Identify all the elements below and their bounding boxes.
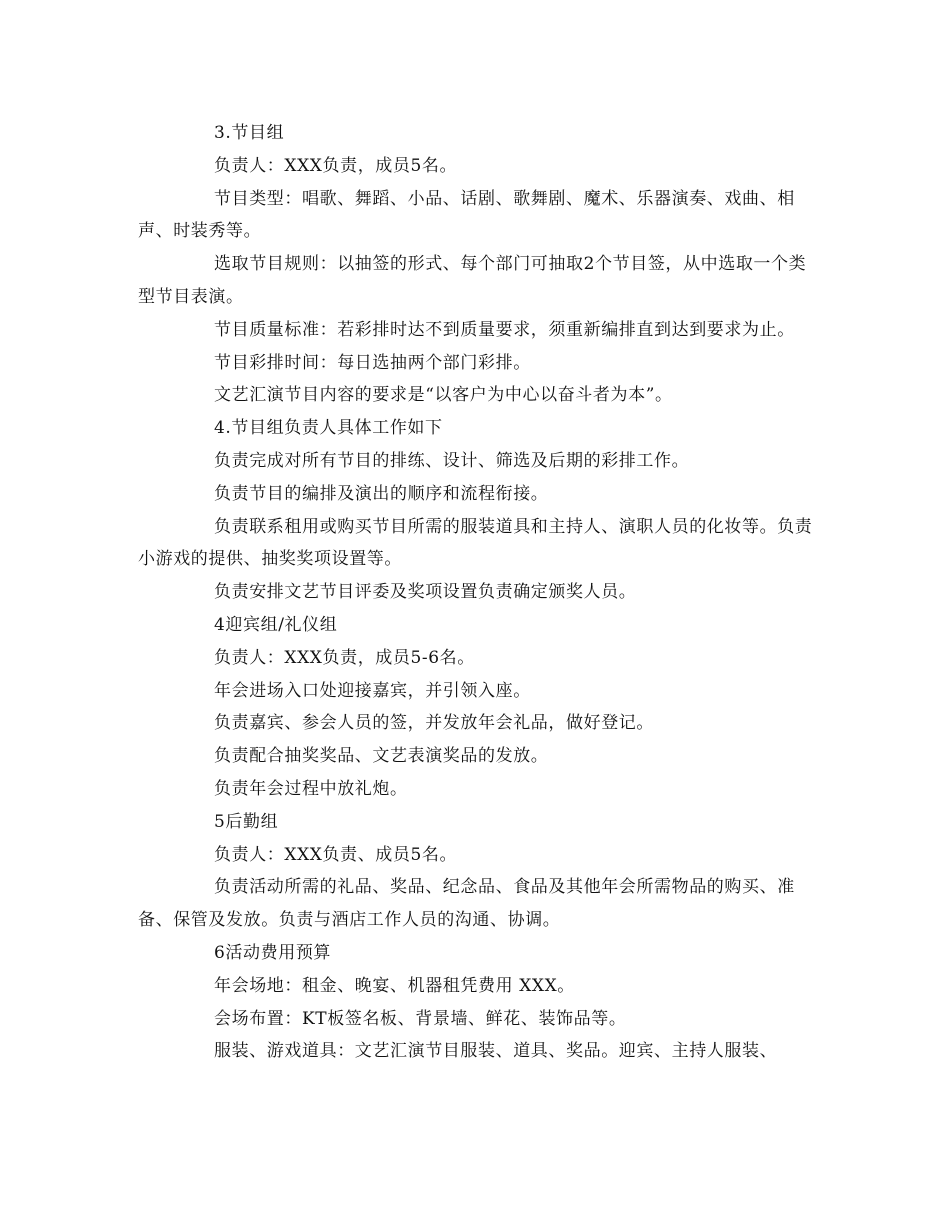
paragraph: 年会进场入口处迎接嘉宾，并引领入座。 bbox=[214, 680, 531, 701]
paragraph: 负责人：XXX负责，成员5名。 bbox=[214, 155, 458, 176]
paragraph: 负责年会过程中放礼炮。 bbox=[214, 778, 408, 799]
paragraph: 负责安排文艺节目评委及奖项设置负责确定颁奖人员。 bbox=[214, 582, 637, 603]
section-heading-program-leader-duties: 4.节目组负责人具体工作如下 bbox=[214, 418, 443, 439]
paragraph: 节目彩排时间：每日选抽两个部门彩排。 bbox=[214, 352, 531, 373]
paragraph: 节目类型：唱歌、舞蹈、小品、话剧、歌舞剧、魔术、乐器演奏、戏曲、相声、时装秀等。 bbox=[138, 188, 795, 242]
paragraph: 负责配合抽奖奖品、文艺表演奖品的发放。 bbox=[214, 746, 549, 767]
paragraph: 节目质量标准：若彩排时达不到质量要求，须重新编排直到达到要求为止。 bbox=[214, 319, 795, 340]
paragraph: 文艺汇演节目内容的要求是“以客户为中心以奋斗者为本”。 bbox=[214, 385, 673, 406]
paragraph: 负责人：XXX负责、成员5名。 bbox=[214, 844, 458, 865]
document-body bbox=[138, 117, 818, 1068]
section-heading-program-group: 3.节目组 bbox=[214, 123, 285, 143]
paragraph: 负责联系租用或购买节目所需的服装道具和主持人、演职人员的化妆等。负责小游戏的提供、抽奖奖项设置等。 bbox=[138, 516, 813, 570]
paragraph: 会场布置：KT板签名板、背景墙、鲜花、装饰品等。 bbox=[214, 1008, 627, 1029]
paragraph: 年会场地：租金、晚宴、机器租凭费用 XXX。 bbox=[214, 975, 575, 996]
section-heading-budget: 6活动费用预算 bbox=[214, 942, 332, 963]
section-heading-logistics-group: 5后勤组 bbox=[214, 811, 279, 832]
paragraph: 负责完成对所有节目的排练、设计、筛选及后期的彩排工作。 bbox=[214, 450, 690, 471]
paragraph: 负责活动所需的礼品、奖品、纪念品、食品及其他年会所需物品的购买、准备、保管及发放。负责与酒店工作人员的沟通、协调。 bbox=[138, 877, 795, 931]
paragraph: 负责节目的编排及演出的顺序和流程衔接。 bbox=[214, 483, 549, 504]
section-heading-reception-group: 4迎宾组/礼仪组 bbox=[214, 614, 338, 635]
paragraph: 服装、游戏道具：文艺汇演节目服装、道具、奖品。迎宾、主持人服装、 bbox=[214, 1041, 778, 1062]
paragraph: 负责人：XXX负责，成员5-6名。 bbox=[214, 647, 475, 668]
paragraph: 选取节目规则：以抽签的形式、每个部门可抽取2个节目签，从中选取一个类型节目表演。 bbox=[138, 254, 807, 307]
paragraph: 负责嘉宾、参会人员的签，并发放年会礼品，做好登记。 bbox=[214, 713, 654, 734]
